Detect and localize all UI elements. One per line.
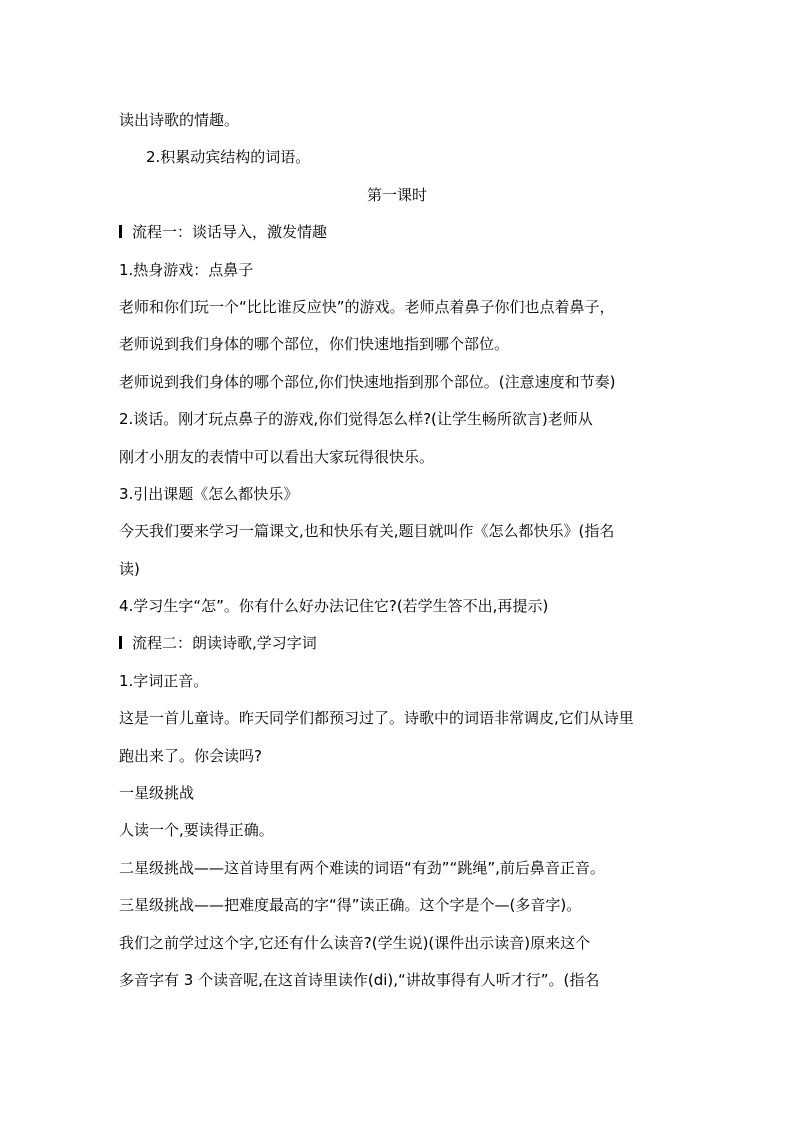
section-heading [119, 222, 327, 242]
text-line: 一星级挑战 [119, 784, 195, 802]
step-heading: 1.字词正音。 [119, 672, 209, 690]
text-line: 三星级挑战——把难度最高的字“得”读正确。这个字是个—(多音字)。 [119, 896, 582, 914]
text-line: 多音字有 3 个读音呢,在这首诗里读作(di),“讲故事得有人听才行”。(指名 [119, 971, 600, 989]
section-heading-text: 流程一：谈话导入，激发情趣 [132, 223, 328, 241]
text-line: 读) [119, 560, 140, 578]
text-line: 老师和你们玩一个“比比谁反应快”的游戏。老师点着鼻子你们也点着鼻子， [119, 298, 615, 316]
step-heading: 4.学习生字“怎”。你有什么好办法记住它?(若学生答不出,再提示) [119, 597, 549, 615]
step-heading: 3.引出课题《怎么都快乐》 [119, 485, 299, 503]
text-line: 跑出来了。你会读吗? [119, 747, 262, 765]
text-line: 我们之前学过这个字,它还有什么读音?(学生说)(课件出示读音)原来这个 [119, 934, 591, 952]
section-heading-text: 流程二：朗读诗歌,学习字词 [132, 634, 317, 652]
section-heading [119, 633, 317, 653]
step-heading: 2.谈话。刚才玩点鼻子的游戏,你们觉得怎么样?(让学生畅所欲言)老师从 [119, 410, 593, 428]
text-line: 老师说到我们身体的哪个部位,你们快速地指到那个部位。(注意速度和节奏) [119, 373, 616, 391]
section-marker-icon [119, 636, 122, 649]
step-heading: 1.热身游戏：点鼻子 [119, 261, 254, 279]
section-marker-icon [119, 225, 122, 238]
text-line: 这是一首儿童诗。昨天同学们都预习过了。诗歌中的词语非常调皮,它们从诗里 [119, 709, 634, 727]
text-line: 今天我们要来学习一篇课文,也和快乐有关,题目就叫作《怎么都快乐》(指名 [119, 522, 615, 540]
text-line: 人读一个,要读得正确。 [119, 821, 274, 839]
text-line: 读出诗歌的情趣。 [119, 111, 240, 129]
lesson-title: 第一课时 [366, 186, 427, 204]
text-line: 二星级挑战——这首诗里有两个难读的词语“有劲”“跳绳”,前后鼻音正音。 [119, 859, 605, 877]
text-line: 刚才小朋友的表情中可以看出大家玩得很快乐。 [119, 448, 435, 466]
objective-item: 2.积累动宾结构的词语。 [146, 148, 311, 166]
text-line: 老师说到我们身体的哪个部位，你们快速地指到哪个部位。 [119, 335, 510, 353]
